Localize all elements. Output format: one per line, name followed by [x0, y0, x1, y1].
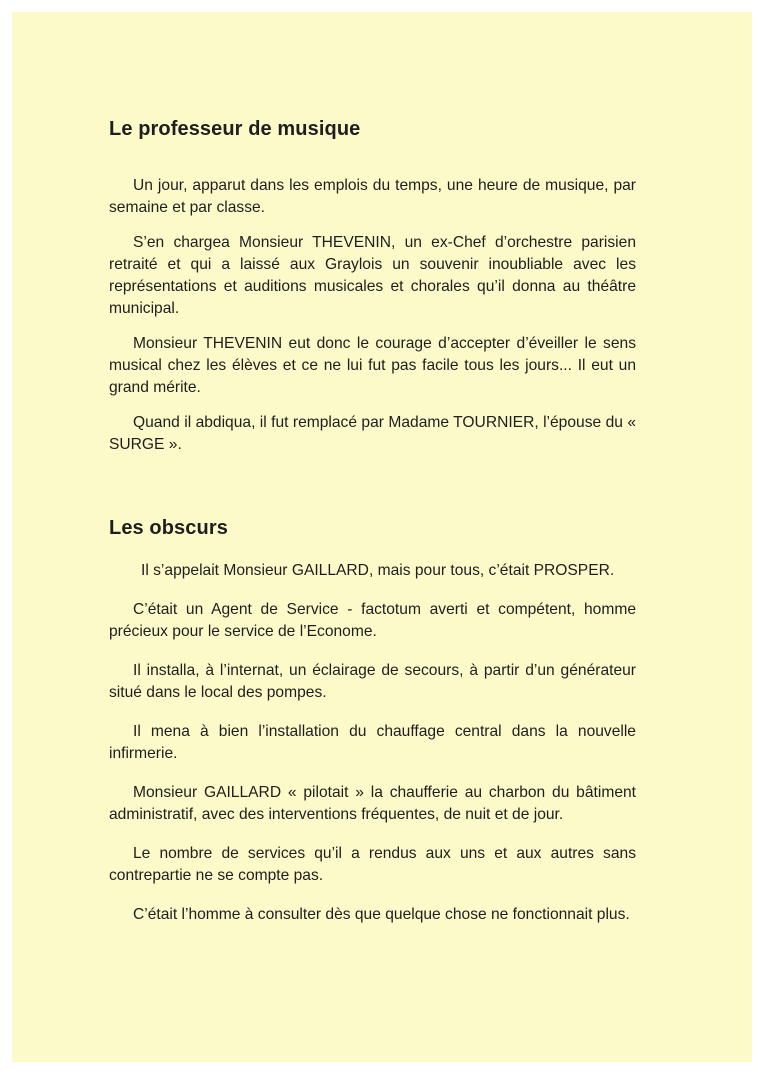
paragraph: Il installa, à l’internat, un éclairage de secours, à partir d’un générateur situé dans le local des pompes. [109, 662, 636, 701]
paragraph: Le nombre de services qu’il a rendus aux uns et aux autres sans contrepartie ne se compte pas. [109, 845, 636, 884]
paragraph: Monsieur THEVENIN eut donc le courage d’accepter d’éveiller le sens musical chez les élèves et ce ne lui fut pas facile tous les jours... Il eut un grand mérite. [109, 335, 636, 396]
paragraph: Quand il abdiqua, il fut remplacé par Madame TOURNIER, l’épouse du « SURGE ». [109, 414, 636, 453]
paragraph: Un jour, apparut dans les emplois du temps, une heure de musique, par semaine et par classe. [109, 177, 636, 216]
paragraph: C’était un Agent de Service - factotum averti et compétent, homme précieux pour le service de l’Econome. [109, 601, 636, 640]
paragraph: C’était l’homme à consulter dès que quelque chose ne fonctionnait plus. [133, 906, 630, 923]
paragraph: Il mena à bien l’installation du chauffage central dans la nouvelle infirmerie. [109, 723, 636, 762]
paragraph: Il s’appelait Monsieur GAILLARD, mais pour tous, c’était PROSPER. [141, 562, 615, 579]
section-les-obscurs [109, 517, 636, 926]
document-page [12, 12, 752, 1062]
section-title: Les obscurs [109, 517, 228, 539]
paragraph: Monsieur GAILLARD « pilotait » la chaufferie au charbon du bâtiment administratif, avec des interventions fréquentes, de nuit et de jour. [109, 784, 636, 823]
document-body [109, 112, 636, 926]
section-title: Le professeur de musique [109, 118, 361, 140]
section-music-teacher [109, 118, 636, 456]
paragraph: S’en chargea Monsieur THEVENIN, un ex-Chef d’orchestre parisien retraité et qui a laissé aux Graylois un souvenir inoubliable avec les représentations et auditions musicales et chorales qu’il donna au théâtre municipal. [109, 234, 636, 317]
